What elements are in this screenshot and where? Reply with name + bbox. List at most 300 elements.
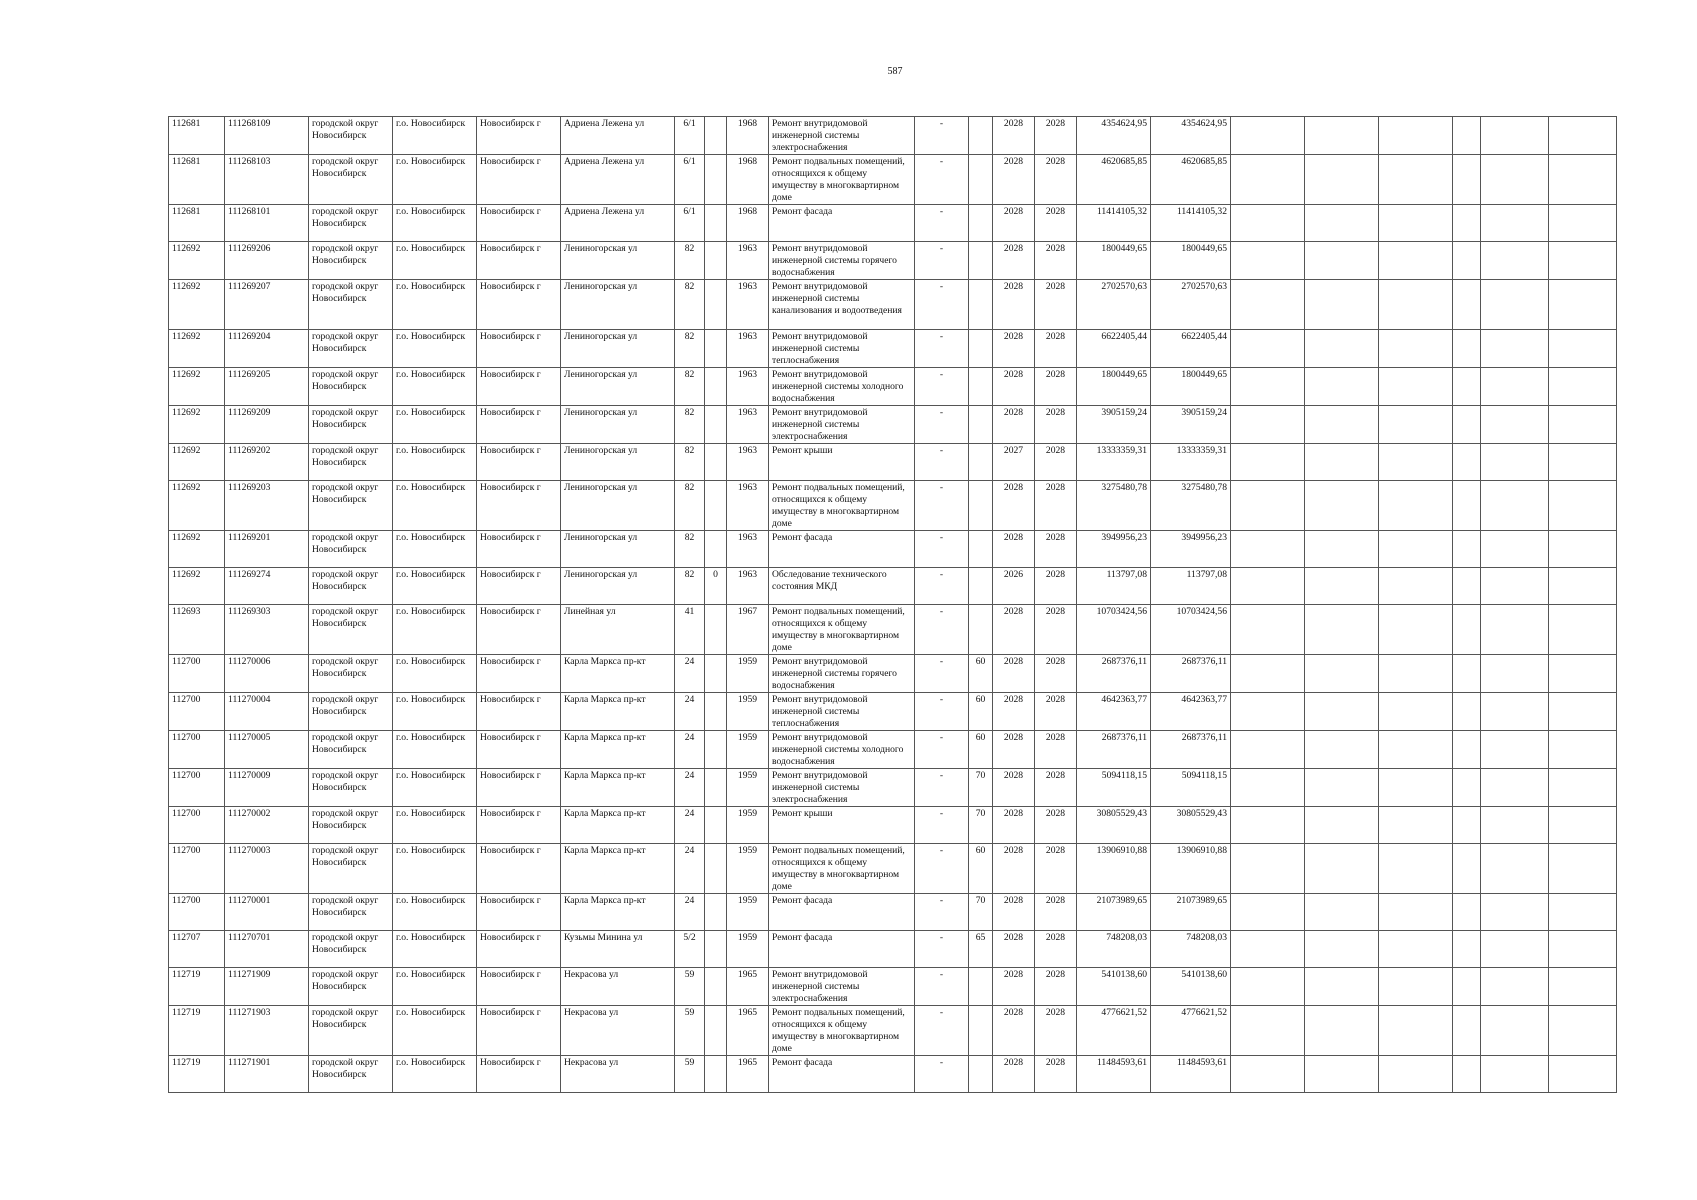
cell-wear [969, 531, 993, 568]
cell-work: Ремонт внутридомовой инженерной системы канализования и водоотведения [769, 280, 915, 330]
cell-house: 82 [675, 481, 705, 531]
cell-house: 24 [675, 807, 705, 844]
cell-district: городской округ Новосибирск [309, 117, 393, 155]
cell-y1: 2028 [993, 330, 1035, 368]
cell-empty [1481, 330, 1549, 368]
cell-empty [1305, 1056, 1379, 1093]
cell-year: 1963 [727, 568, 769, 605]
cell-go: г.о. Новосибирск [393, 931, 477, 968]
cell-empty [1453, 1056, 1481, 1093]
cell-empty [1453, 368, 1481, 406]
cell-empty [1305, 807, 1379, 844]
cell-empty [1453, 894, 1481, 931]
cell-city: Новосибирск г [477, 894, 561, 931]
cell-work: Ремонт крыши [769, 807, 915, 844]
cell-dash: - [915, 568, 969, 605]
cell-y2: 2028 [1035, 605, 1077, 655]
cell-corp [705, 280, 727, 330]
cell-empty [1453, 330, 1481, 368]
cell-empty [1231, 568, 1305, 605]
cell-empty [1481, 731, 1549, 769]
cell-city: Новосибирск г [477, 406, 561, 444]
cell-district: городской округ Новосибирск [309, 693, 393, 731]
cell-y1: 2028 [993, 368, 1035, 406]
cell-wear [969, 481, 993, 531]
cell-house: 82 [675, 368, 705, 406]
cell-empty [1379, 205, 1453, 242]
cell-empty [1379, 155, 1453, 205]
cell-code: 111271909 [225, 968, 309, 1006]
cell-y2: 2028 [1035, 280, 1077, 330]
cell-empty [1231, 844, 1305, 894]
cell-sum1: 113797,08 [1077, 568, 1151, 605]
cell-code: 111269203 [225, 481, 309, 531]
cell-sum2: 2687376,11 [1151, 655, 1231, 693]
cell-sum1: 5410138,60 [1077, 968, 1151, 1006]
cell-empty [1453, 531, 1481, 568]
cell-go: г.о. Новосибирск [393, 894, 477, 931]
cell-wear: 70 [969, 769, 993, 807]
cell-empty [1379, 242, 1453, 280]
cell-street: Лениногорская ул [561, 406, 675, 444]
cell-code: 111269205 [225, 368, 309, 406]
cell-city: Новосибирск г [477, 605, 561, 655]
cell-empty [1453, 1006, 1481, 1056]
cell-y2: 2028 [1035, 1006, 1077, 1056]
table-row [169, 280, 1617, 330]
cell-city: Новосибирск г [477, 655, 561, 693]
cell-empty [1305, 444, 1379, 481]
cell-go: г.о. Новосибирск [393, 968, 477, 1006]
cell-sum1: 4642363,77 [1077, 693, 1151, 731]
cell-go: г.о. Новосибирск [393, 117, 477, 155]
cell-go: г.о. Новосибирск [393, 330, 477, 368]
cell-empty [1453, 693, 1481, 731]
cell-empty [1481, 205, 1549, 242]
cell-district: городской округ Новосибирск [309, 406, 393, 444]
cell-dash: - [915, 242, 969, 280]
cell-code: 111270701 [225, 931, 309, 968]
cell-wear [969, 1056, 993, 1093]
cell-empty [1549, 693, 1617, 731]
cell-corp [705, 655, 727, 693]
cell-house: 82 [675, 280, 705, 330]
cell-city: Новосибирск г [477, 731, 561, 769]
cell-dash: - [915, 1056, 969, 1093]
cell-district: городской округ Новосибирск [309, 731, 393, 769]
cell-empty [1231, 330, 1305, 368]
cell-sum2: 2687376,11 [1151, 731, 1231, 769]
cell-empty [1231, 406, 1305, 444]
cell-sum2: 13333359,31 [1151, 444, 1231, 481]
cell-work: Ремонт внутридомовой инженерной системы теплоснабжения [769, 330, 915, 368]
cell-sum2: 11484593,61 [1151, 1056, 1231, 1093]
cell-work: Ремонт фасада [769, 894, 915, 931]
table-row [169, 330, 1617, 368]
cell-house: 24 [675, 731, 705, 769]
cell-empty [1231, 481, 1305, 531]
cell-empty [1231, 368, 1305, 406]
cell-house: 82 [675, 406, 705, 444]
cell-empty [1549, 280, 1617, 330]
cell-corp [705, 205, 727, 242]
cell-street: Лениногорская ул [561, 531, 675, 568]
cell-corp [705, 693, 727, 731]
cell-street: Лениногорская ул [561, 280, 675, 330]
cell-empty [1305, 368, 1379, 406]
cell-year: 1963 [727, 330, 769, 368]
cell-corp [705, 968, 727, 1006]
table-row [169, 568, 1617, 605]
cell-dash: - [915, 531, 969, 568]
cell-empty [1379, 568, 1453, 605]
cell-empty [1379, 368, 1453, 406]
cell-wear [969, 155, 993, 205]
cell-empty [1231, 894, 1305, 931]
cell-dash: - [915, 1006, 969, 1056]
cell-district: городской округ Новосибирск [309, 605, 393, 655]
cell-house: 82 [675, 330, 705, 368]
cell-code: 111270004 [225, 693, 309, 731]
cell-y1: 2028 [993, 769, 1035, 807]
cell-year: 1959 [727, 807, 769, 844]
cell-y1: 2028 [993, 1006, 1035, 1056]
cell-work: Ремонт фасада [769, 205, 915, 242]
cell-corp [705, 894, 727, 931]
cell-empty [1453, 568, 1481, 605]
cell-year: 1967 [727, 605, 769, 655]
cell-city: Новосибирск г [477, 807, 561, 844]
cell-empty [1305, 531, 1379, 568]
cell-sum2: 10703424,56 [1151, 605, 1231, 655]
table-row [169, 807, 1617, 844]
cell-wear: 65 [969, 931, 993, 968]
cell-id: 112692 [169, 406, 225, 444]
cell-id: 112692 [169, 444, 225, 481]
cell-corp [705, 368, 727, 406]
cell-year: 1963 [727, 242, 769, 280]
cell-dash: - [915, 481, 969, 531]
cell-y2: 2028 [1035, 769, 1077, 807]
cell-go: г.о. Новосибирск [393, 1056, 477, 1093]
cell-y2: 2028 [1035, 155, 1077, 205]
cell-dash: - [915, 807, 969, 844]
cell-sum1: 3275480,78 [1077, 481, 1151, 531]
cell-sum1: 11414105,32 [1077, 205, 1151, 242]
cell-y2: 2028 [1035, 568, 1077, 605]
cell-city: Новосибирск г [477, 693, 561, 731]
cell-y1: 2028 [993, 894, 1035, 931]
cell-district: городской округ Новосибирск [309, 655, 393, 693]
cell-empty [1481, 568, 1549, 605]
cell-empty [1379, 481, 1453, 531]
cell-go: г.о. Новосибирск [393, 655, 477, 693]
cell-empty [1481, 1056, 1549, 1093]
cell-empty [1231, 655, 1305, 693]
cell-empty [1549, 117, 1617, 155]
cell-empty [1305, 769, 1379, 807]
cell-corp [705, 242, 727, 280]
cell-sum2: 5410138,60 [1151, 968, 1231, 1006]
cell-house: 59 [675, 968, 705, 1006]
cell-empty [1305, 205, 1379, 242]
table-row [169, 731, 1617, 769]
cell-empty [1481, 117, 1549, 155]
cell-city: Новосибирск г [477, 155, 561, 205]
cell-empty [1481, 769, 1549, 807]
cell-empty [1549, 655, 1617, 693]
cell-wear [969, 568, 993, 605]
cell-street: Карла Маркса пр-кт [561, 769, 675, 807]
cell-street: Адриена Лежена ул [561, 155, 675, 205]
cell-sum1: 748208,03 [1077, 931, 1151, 968]
cell-empty [1549, 1056, 1617, 1093]
cell-wear: 60 [969, 655, 993, 693]
cell-street: Карла Маркса пр-кт [561, 844, 675, 894]
table-row [169, 693, 1617, 731]
cell-empty [1379, 844, 1453, 894]
table-row [169, 117, 1617, 155]
cell-house: 82 [675, 531, 705, 568]
table-row [169, 1006, 1617, 1056]
cell-house: 24 [675, 894, 705, 931]
cell-empty [1305, 330, 1379, 368]
cell-empty [1549, 330, 1617, 368]
cell-code: 111270006 [225, 655, 309, 693]
cell-wear [969, 968, 993, 1006]
cell-city: Новосибирск г [477, 968, 561, 1006]
cell-sum2: 3275480,78 [1151, 481, 1231, 531]
cell-sum2: 4642363,77 [1151, 693, 1231, 731]
cell-city: Новосибирск г [477, 844, 561, 894]
table-row [169, 531, 1617, 568]
cell-y2: 2028 [1035, 444, 1077, 481]
cell-house: 5/2 [675, 931, 705, 968]
cell-sum1: 4354624,95 [1077, 117, 1151, 155]
cell-go: г.о. Новосибирск [393, 693, 477, 731]
cell-empty [1453, 280, 1481, 330]
cell-empty [1453, 205, 1481, 242]
cell-wear: 60 [969, 693, 993, 731]
cell-work: Ремонт подвальных помещений, относящихся к общему имуществу в многоквартирном доме [769, 844, 915, 894]
cell-empty [1305, 605, 1379, 655]
cell-dash: - [915, 330, 969, 368]
cell-empty [1231, 444, 1305, 481]
cell-house: 24 [675, 655, 705, 693]
cell-empty [1453, 844, 1481, 894]
cell-work: Ремонт подвальных помещений, относящихся к общему имуществу в многоквартирном доме [769, 481, 915, 531]
cell-id: 112707 [169, 931, 225, 968]
table-row [169, 605, 1617, 655]
cell-empty [1231, 807, 1305, 844]
cell-street: Карла Маркса пр-кт [561, 731, 675, 769]
cell-corp [705, 155, 727, 205]
cell-street: Адриена Лежена ул [561, 205, 675, 242]
cell-district: городской округ Новосибирск [309, 1006, 393, 1056]
table-row [169, 655, 1617, 693]
cell-empty [1305, 155, 1379, 205]
cell-year: 1959 [727, 769, 769, 807]
cell-work: Ремонт фасада [769, 1056, 915, 1093]
cell-city: Новосибирск г [477, 769, 561, 807]
cell-empty [1231, 1006, 1305, 1056]
cell-dash: - [915, 605, 969, 655]
cell-dash: - [915, 280, 969, 330]
cell-y2: 2028 [1035, 481, 1077, 531]
cell-wear [969, 406, 993, 444]
cell-district: городской округ Новосибирск [309, 444, 393, 481]
cell-id: 112700 [169, 731, 225, 769]
cell-dash: - [915, 844, 969, 894]
cell-district: городской округ Новосибирск [309, 155, 393, 205]
cell-empty [1549, 242, 1617, 280]
cell-work: Обследование технического состояния МКД [769, 568, 915, 605]
cell-year: 1965 [727, 968, 769, 1006]
cell-id: 112700 [169, 769, 225, 807]
cell-city: Новосибирск г [477, 1056, 561, 1093]
cell-empty [1453, 155, 1481, 205]
cell-corp [705, 444, 727, 481]
cell-city: Новосибирск г [477, 1006, 561, 1056]
cell-work: Ремонт внутридомовой инженерной системы горячего водоснабжения [769, 242, 915, 280]
cell-empty [1453, 481, 1481, 531]
cell-street: Некрасова ул [561, 968, 675, 1006]
cell-y1: 2028 [993, 655, 1035, 693]
capital-repair-table [168, 116, 1617, 1093]
cell-empty [1453, 655, 1481, 693]
cell-empty [1305, 242, 1379, 280]
cell-code: 111269303 [225, 605, 309, 655]
cell-corp [705, 330, 727, 368]
cell-city: Новосибирск г [477, 444, 561, 481]
cell-empty [1305, 117, 1379, 155]
cell-district: городской округ Новосибирск [309, 481, 393, 531]
cell-code: 111269206 [225, 242, 309, 280]
cell-sum2: 2702570,63 [1151, 280, 1231, 330]
cell-empty [1305, 968, 1379, 1006]
cell-code: 111268101 [225, 205, 309, 242]
cell-house: 6/1 [675, 205, 705, 242]
cell-empty [1481, 693, 1549, 731]
cell-id: 112692 [169, 242, 225, 280]
cell-go: г.о. Новосибирск [393, 406, 477, 444]
cell-corp [705, 481, 727, 531]
cell-empty [1453, 406, 1481, 444]
cell-id: 112692 [169, 481, 225, 531]
cell-go: г.о. Новосибирск [393, 844, 477, 894]
cell-district: городской округ Новосибирск [309, 242, 393, 280]
cell-id: 112681 [169, 205, 225, 242]
cell-wear [969, 444, 993, 481]
cell-go: г.о. Новосибирск [393, 280, 477, 330]
cell-sum1: 1800449,65 [1077, 242, 1151, 280]
cell-sum2: 21073989,65 [1151, 894, 1231, 931]
cell-id: 112692 [169, 280, 225, 330]
cell-code: 111269204 [225, 330, 309, 368]
cell-empty [1453, 807, 1481, 844]
cell-dash: - [915, 968, 969, 1006]
cell-id: 112719 [169, 1006, 225, 1056]
cell-y2: 2028 [1035, 117, 1077, 155]
cell-empty [1231, 931, 1305, 968]
cell-empty [1305, 844, 1379, 894]
cell-code: 111268109 [225, 117, 309, 155]
cell-street: Кузьмы Минина ул [561, 931, 675, 968]
cell-empty [1231, 769, 1305, 807]
cell-y2: 2028 [1035, 531, 1077, 568]
cell-house: 59 [675, 1006, 705, 1056]
cell-sum1: 2702570,63 [1077, 280, 1151, 330]
cell-go: г.о. Новосибирск [393, 807, 477, 844]
cell-city: Новосибирск г [477, 368, 561, 406]
table-row [169, 894, 1617, 931]
cell-empty [1453, 242, 1481, 280]
cell-corp [705, 931, 727, 968]
cell-empty [1305, 481, 1379, 531]
cell-empty [1549, 155, 1617, 205]
cell-empty [1231, 1056, 1305, 1093]
table-row [169, 242, 1617, 280]
cell-empty [1549, 406, 1617, 444]
cell-sum2: 4776621,52 [1151, 1006, 1231, 1056]
cell-sum1: 11484593,61 [1077, 1056, 1151, 1093]
cell-empty [1379, 330, 1453, 368]
cell-city: Новосибирск г [477, 931, 561, 968]
cell-empty [1481, 531, 1549, 568]
cell-empty [1379, 769, 1453, 807]
cell-wear [969, 368, 993, 406]
cell-empty [1305, 894, 1379, 931]
cell-district: городской округ Новосибирск [309, 807, 393, 844]
cell-empty [1481, 605, 1549, 655]
cell-code: 111270005 [225, 731, 309, 769]
cell-id: 112693 [169, 605, 225, 655]
cell-y2: 2028 [1035, 655, 1077, 693]
cell-year: 1963 [727, 481, 769, 531]
cell-wear [969, 330, 993, 368]
cell-sum2: 3949956,23 [1151, 531, 1231, 568]
cell-sum2: 6622405,44 [1151, 330, 1231, 368]
cell-wear [969, 205, 993, 242]
cell-district: городской округ Новосибирск [309, 531, 393, 568]
cell-district: городской округ Новосибирск [309, 330, 393, 368]
cell-id: 112692 [169, 568, 225, 605]
cell-code: 111271901 [225, 1056, 309, 1093]
cell-city: Новосибирск г [477, 205, 561, 242]
cell-street: Некрасова ул [561, 1056, 675, 1093]
cell-dash: - [915, 894, 969, 931]
cell-go: г.о. Новосибирск [393, 205, 477, 242]
cell-id: 112692 [169, 368, 225, 406]
cell-y2: 2028 [1035, 368, 1077, 406]
cell-empty [1481, 1006, 1549, 1056]
cell-empty [1481, 368, 1549, 406]
cell-district: городской округ Новосибирск [309, 844, 393, 894]
cell-sum2: 5094118,15 [1151, 769, 1231, 807]
cell-y1: 2028 [993, 531, 1035, 568]
cell-work: Ремонт внутридомовой инженерной системы электроснабжения [769, 117, 915, 155]
cell-district: городской округ Новосибирск [309, 1056, 393, 1093]
cell-house: 82 [675, 568, 705, 605]
cell-year: 1959 [727, 731, 769, 769]
cell-house: 6/1 [675, 155, 705, 205]
cell-street: Лениногорская ул [561, 368, 675, 406]
cell-year: 1968 [727, 117, 769, 155]
cell-sum1: 4620685,85 [1077, 155, 1151, 205]
cell-go: г.о. Новосибирск [393, 568, 477, 605]
cell-work: Ремонт внутридомовой инженерной системы холодного водоснабжения [769, 731, 915, 769]
cell-empty [1231, 605, 1305, 655]
